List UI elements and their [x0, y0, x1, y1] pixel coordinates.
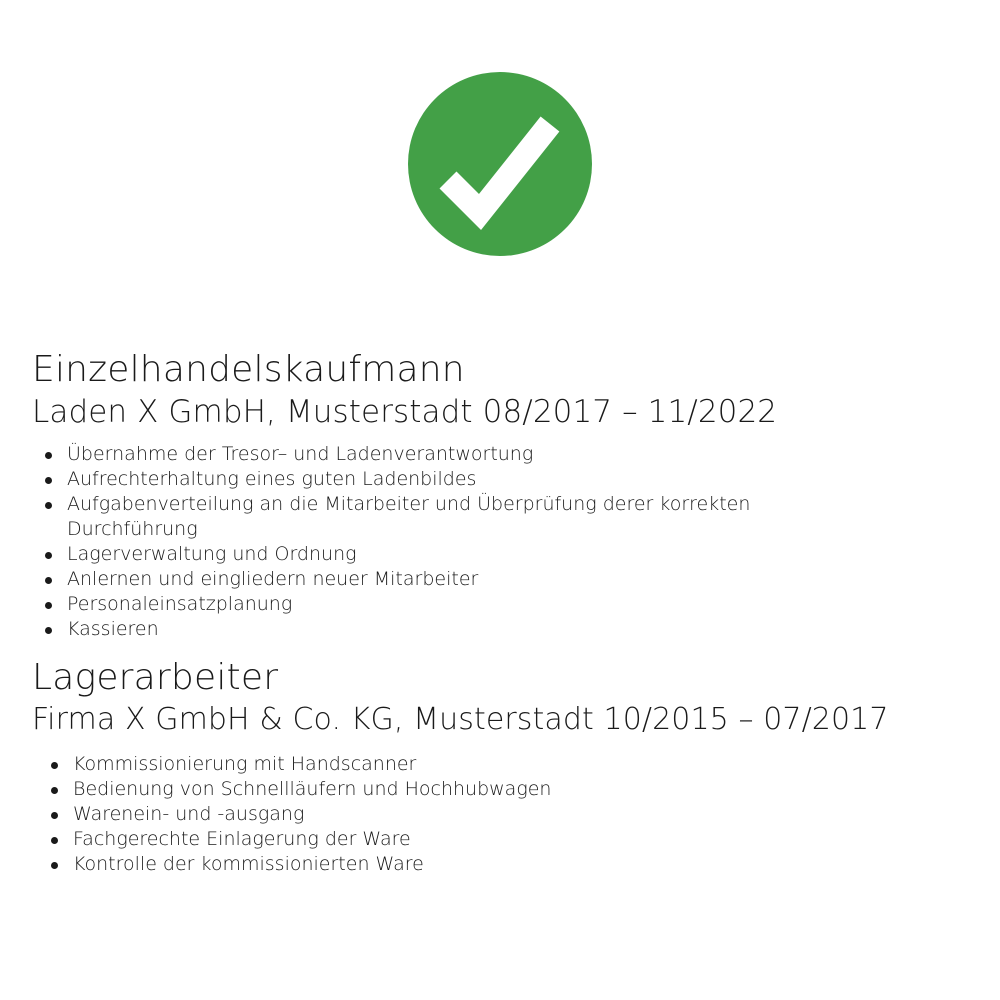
bullet-icon — [45, 577, 52, 584]
job-title: Einzelhandelskaufmann — [32, 349, 465, 390]
task-list — [32, 442, 972, 642]
list-item — [32, 567, 847, 592]
bullet-icon — [51, 762, 58, 769]
list-item — [32, 542, 847, 567]
list-item — [32, 592, 847, 617]
task-text: Warenein- und -ausgang — [73, 803, 305, 825]
bullet-icon — [45, 452, 52, 459]
list-item — [32, 492, 847, 542]
job-section-2 — [32, 656, 972, 877]
bullet-icon — [45, 477, 52, 484]
bullet-icon — [51, 862, 58, 869]
job-company-period: Firma X GmbH & Co. KG, Musterstadt 10/2015 – 07/2017 — [32, 702, 889, 737]
list-item — [32, 802, 853, 827]
task-text: Kommissionierung mit Handscanner — [73, 753, 417, 775]
task-text: Anlernen und eingliedern neuer Mitarbeiter — [67, 568, 479, 590]
checkmark-circle-icon — [408, 72, 592, 256]
task-text: Personaleinsatzplanung — [67, 593, 293, 615]
job-title: Lagerarbeiter — [32, 657, 279, 698]
bullet-icon — [45, 502, 52, 509]
list-item — [32, 752, 853, 777]
list-item — [32, 852, 853, 877]
job-company-period: Laden X GmbH, Musterstadt 08/2017 – 11/2022 — [32, 394, 778, 430]
task-text: Aufrechterhaltung eines guten Ladenbildes — [67, 468, 477, 490]
bullet-icon — [51, 837, 58, 844]
bullet-icon — [45, 627, 52, 634]
checkmark-svg — [408, 72, 592, 256]
list-item — [32, 442, 847, 467]
bullet-icon — [45, 552, 52, 559]
task-text: Aufgabenverteilung an die Mitarbeiter und Überprüfung derer korrekten Durchführung — [67, 493, 751, 540]
task-text: Übernahme der Tresor– und Ladenverantwortung — [67, 443, 534, 465]
bullet-icon — [51, 787, 58, 794]
list-item — [32, 827, 853, 852]
task-text: Fachgerechte Einlagerung der Ware — [73, 828, 411, 850]
bullet-icon — [45, 602, 52, 609]
job-section-1 — [32, 348, 972, 642]
list-item — [32, 617, 847, 642]
bullet-icon — [51, 812, 58, 819]
list-item — [32, 467, 847, 492]
task-list — [32, 752, 972, 877]
check-circle — [408, 72, 592, 256]
list-item — [32, 777, 853, 802]
task-text: Kontrolle der kommissionierten Ware — [73, 853, 424, 875]
task-text: Kassieren — [67, 618, 159, 640]
task-text: Lagerverwaltung und Ordnung — [67, 543, 357, 565]
task-text: Bedienung von Schnellläufern und Hochhubwagen — [73, 778, 552, 800]
